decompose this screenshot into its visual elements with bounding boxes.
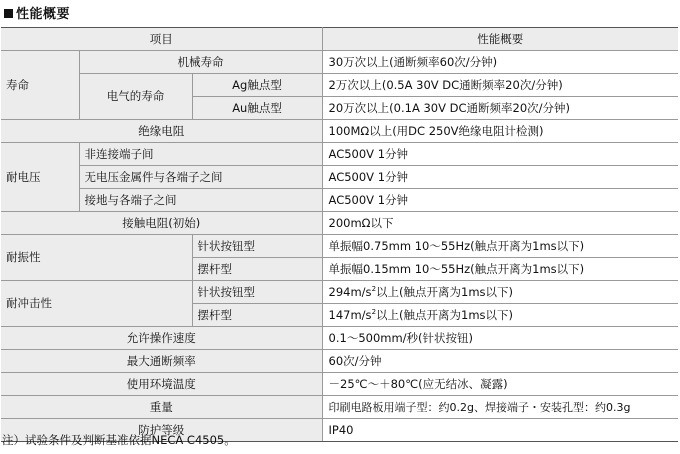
- value-ag: 2万次以上(0.5A 30V DC通断频率20次/分钟): [322, 74, 678, 97]
- section-title: [4, 3, 70, 22]
- value-weight: 印刷电路板用端子型：约0.2g、焊接端子・安装孔型：约0.3g: [322, 396, 678, 419]
- table-row: [1, 396, 678, 419]
- table-row: [1, 120, 678, 143]
- table-row: [1, 235, 678, 258]
- row-label-w2: 无电压金属件与各端子之间: [79, 166, 322, 189]
- row-label-ag: Ag触点型: [192, 74, 322, 97]
- header-spec: 性能概要: [322, 28, 678, 51]
- table-row: [1, 327, 678, 350]
- value-vib-pin: 单振幅0.75mm 10～55Hz(触点开离为1ms以下): [322, 235, 678, 258]
- row-label-withstand: 耐电压: [1, 143, 79, 212]
- section-title-text: 性能概要: [16, 7, 71, 22]
- row-label-temp: 使用环境温度: [1, 373, 322, 396]
- value-au: 20万次以上(0.1A 30V DC通断频率20次/分钟): [322, 97, 678, 120]
- table-row: [1, 143, 678, 166]
- table-row: [1, 189, 678, 212]
- value-speed: 0.1～500mm/秒(针状按钮): [322, 327, 678, 350]
- value-vib-swing: 单振幅0.15mm 10～55Hz(触点开离为1ms以下): [322, 258, 678, 281]
- row-label-speed: 允许操作速度: [1, 327, 322, 350]
- table-row: [1, 350, 678, 373]
- table-row: [1, 281, 678, 304]
- row-label-insulation: 绝缘电阻: [1, 120, 322, 143]
- table-row: [1, 51, 678, 74]
- header-item: 项目: [1, 28, 322, 51]
- table-row: [1, 166, 678, 189]
- row-label-freq: 最大通断频率: [1, 350, 322, 373]
- table-row: [1, 373, 678, 396]
- row-label-shock: 耐冲击性: [1, 281, 192, 327]
- table-header-row: [1, 28, 678, 51]
- row-label-w3: 接地与各端子之间: [79, 189, 322, 212]
- performance-table: [1, 27, 678, 442]
- value-shock-swing-sup: 2: [371, 307, 377, 316]
- value-freq: 60次/分钟: [322, 350, 678, 373]
- row-label-weight: 重量: [1, 396, 322, 419]
- row-label-mech-life: 机械寿命: [79, 51, 322, 74]
- table-row: [1, 74, 678, 97]
- value-shock-swing: [322, 304, 678, 327]
- row-label-vibration: 耐振性: [1, 235, 192, 281]
- footnote: 注）试验条件及判断基准依据NECA C4505。: [2, 433, 236, 447]
- value-temp: －25℃～＋80℃(应无结冰、凝露): [322, 373, 678, 396]
- value-shock-pin: [322, 281, 678, 304]
- table-row: [1, 212, 678, 235]
- value-w2: AC500V 1分钟: [322, 166, 678, 189]
- row-label-au: Au触点型: [192, 97, 322, 120]
- value-mech-life: 30万次以上(通断频率60次/分钟): [322, 51, 678, 74]
- value-w1: AC500V 1分钟: [322, 143, 678, 166]
- value-shock-swing-a: 147m/s: [328, 307, 372, 322]
- value-shock-pin-sup: 2: [371, 284, 377, 293]
- value-shock-pin-a: 294m/s: [328, 284, 372, 299]
- value-w3: AC500V 1分钟: [322, 189, 678, 212]
- row-label-life: 寿命: [1, 51, 79, 120]
- row-label-vib-pin: 针状按钮型: [192, 235, 322, 258]
- row-label-contact-res: 接触电阻(初始): [1, 212, 322, 235]
- row-label-shock-swing: 摆杆型: [192, 304, 322, 327]
- value-protection: IP40: [322, 419, 678, 442]
- value-shock-pin-b: 以上(触点开离为1ms以下): [376, 284, 514, 299]
- row-label-elec-life: 电气的寿命: [79, 74, 192, 120]
- row-label-w1: 非连接端子间: [79, 143, 322, 166]
- value-shock-swing-b: 以上(触点开离为1ms以下): [376, 307, 514, 322]
- row-label-shock-pin: 针状按钮型: [192, 281, 322, 304]
- row-label-protection: 防护等级: [1, 419, 322, 442]
- square-bullet-icon: [4, 9, 13, 18]
- value-contact-res: 200mΩ以下: [322, 212, 678, 235]
- value-insulation: 100MΩ以上(用DC 250V绝缘电阻计检测): [322, 120, 678, 143]
- row-label-vib-swing: 摆杆型: [192, 258, 322, 281]
